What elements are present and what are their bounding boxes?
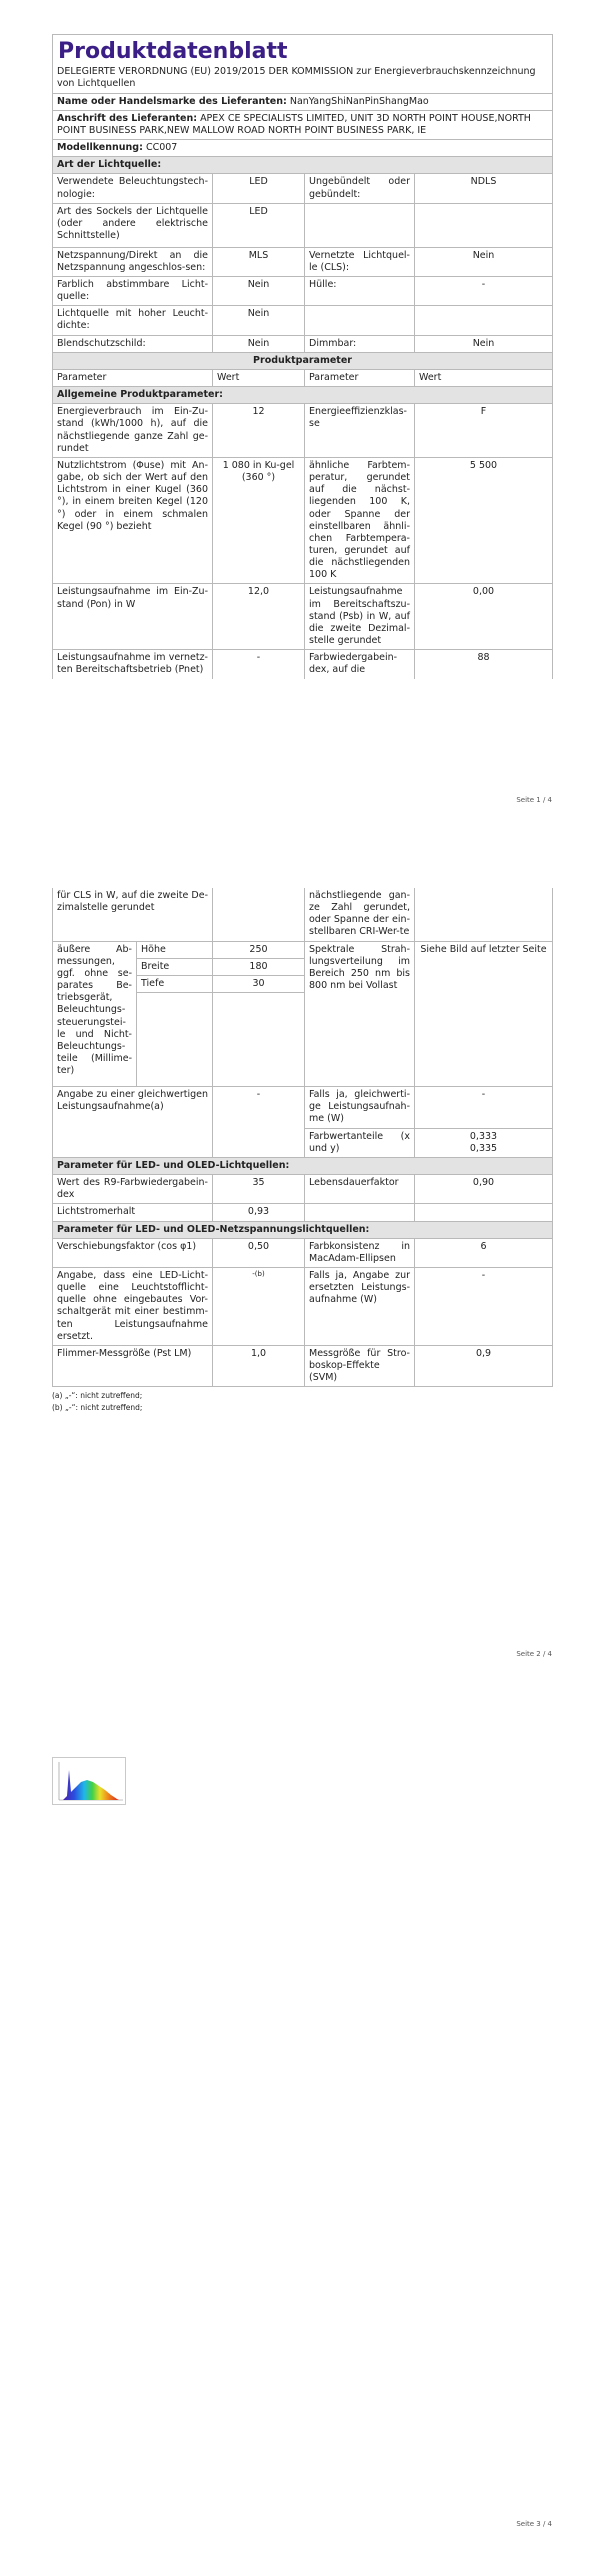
empty-cell (213, 993, 305, 1087)
standby-power-value: 0,00 (415, 584, 553, 650)
empty-cell (305, 1204, 415, 1221)
page-number: Seite 3 / 4 (516, 2520, 552, 2528)
spectrum-image (52, 1757, 126, 1805)
colour-consistency-value: 6 (415, 1238, 553, 1267)
energy-consumption-value: 12 (213, 404, 305, 458)
empty-cell (305, 306, 415, 335)
standby-power-label: Leistungsaufnahme im Bereitschaftszu-stand (Psb) in W, auf die zweite Dezimal-stelle gerundet (305, 584, 415, 650)
r9-value: 35 (213, 1175, 305, 1204)
datasheet-page-2 (52, 888, 552, 1413)
datasheet-page-1 (52, 34, 552, 679)
supplier-address-label: Anschrift des Lieferanten: (57, 112, 198, 124)
model-label: Modellkennung: (57, 142, 143, 154)
tunable-label: Farblich abstimmbare Licht-quelle: (53, 277, 213, 306)
colour-consistency-label: Farbkonsistenz in MacAdam-Ellipsen (305, 1238, 415, 1267)
envelope-value: - (415, 277, 553, 306)
general-params-heading: Allgemeine Produktparameter: (53, 387, 553, 404)
height-label: Höhe (137, 941, 213, 958)
network-standby-label: Leistungsaufnahme im vernetz-ten Bereitschaftsbetrieb (Pnet) (53, 650, 213, 679)
empty-cell (415, 203, 553, 247)
technology-label: Verwendete Beleuchtungstech-nologie: (53, 174, 213, 203)
col-header-parameter: Parameter (53, 369, 213, 386)
cct-value: 5 500 (415, 457, 553, 584)
chromaticity-y: 0,335 (469, 1142, 498, 1154)
equivalent-power-if-yes-value: - (415, 1087, 553, 1128)
footnote-a: (a) „-“: nicht zutreffend; (52, 1391, 143, 1401)
energy-consumption-label: Energieverbrauch im Ein-Zu-stand (kWh/1000 h), auf die nächstliegende ganze Zahl ge-rundet (53, 404, 213, 458)
equivalent-power-label: Angabe zu einer gleichwertigen Leistungsaufnahme(a) (53, 1087, 213, 1158)
cct-label: ähnliche Farbtem-peratur, gerundet auf die nächst-liegenden 100 K, oder Spanne der einstellbaren ähnli-chen Farbtempera-turen, gerundet auf die nächstliegenden 100 K (305, 457, 415, 584)
led-replacement-label: Angabe, dass eine LED-Licht-quelle eine Leuchtstofflicht-quelle ohne eingebautes Vor-schaltgerät mit einer bestimm-ten Leistungsaufnahme ersetzt. (53, 1267, 213, 1345)
stroboscopic-value: 0,9 (415, 1345, 553, 1386)
replaced-power-label: Falls ja, Angabe zur ersetzten Leistungs-aufnahme (W) (305, 1267, 415, 1345)
flicker-value: 1,0 (213, 1345, 305, 1386)
empty-cell (305, 203, 415, 247)
high-luminance-label: Lichtquelle mit hoher Leucht-dichte: (53, 306, 213, 335)
page-2 (0, 850, 604, 1690)
cri-label: Farbwiedergabein-dex, auf die (305, 650, 415, 679)
datasheet-table-2 (52, 888, 553, 1387)
lumen-maintenance-label: Lichtstromerhalt (53, 1204, 213, 1221)
width-label: Breite (137, 958, 213, 975)
led-params-heading: Parameter für LED- und OLED-Lichtquellen: (53, 1157, 553, 1174)
envelope-label: Hülle: (305, 277, 415, 306)
directional-label: Ungebündelt oder gebündelt: (305, 174, 415, 203)
depth-value: 30 (213, 975, 305, 992)
tunable-value: Nein (213, 277, 305, 306)
dimensions-label: äußere Ab-messungen, ggf. ohne se-parates Be-triebsgerät, Beleuchtungs-steuerungstei-le und Nicht-Beleuchtungs-teile (Millime-ter) (53, 941, 137, 1086)
survival-factor-value: 0,90 (415, 1175, 553, 1204)
spectral-value: Siehe Bild auf letzter Seite (415, 941, 553, 1086)
model-value: CC007 (145, 142, 178, 154)
height-value: 250 (213, 941, 305, 958)
mains-value: MLS (213, 247, 305, 276)
on-power-label: Leistungsaufnahme im Ein-Zu-stand (Pon) in W (53, 584, 213, 650)
flicker-label: Flimmer-Messgröße (Pst LM) (53, 1345, 213, 1386)
page-title: Produktdatenblatt (53, 35, 553, 67)
anti-glare-value: Nein (213, 335, 305, 352)
energy-class-value: F (415, 404, 553, 458)
mains-params-heading: Parameter für LED- und OLED-Netzspannungslichtquellen: (53, 1221, 553, 1238)
page-3 (0, 1700, 604, 2560)
directional-value: NDLS (415, 174, 553, 203)
product-params-heading: Produktparameter (53, 352, 553, 369)
model-row (53, 140, 553, 157)
empty-cell (137, 993, 213, 1087)
led-replacement-value: -(b) (213, 1267, 305, 1345)
survival-factor-label: Lebensdauerfaktor (305, 1175, 415, 1204)
cri-value: 88 (415, 650, 553, 679)
page-number: Seite 2 / 4 (516, 1650, 552, 1658)
empty-cell (415, 306, 553, 335)
spectral-distribution-graphic (53, 1758, 127, 1806)
displacement-factor-label: Verschiebungsfaktor (cos φ1) (53, 1238, 213, 1267)
stroboscopic-label: Messgröße für Stro-boskop-Effekte (SVM) (305, 1345, 415, 1386)
empty-cell (415, 1204, 553, 1221)
useful-flux-label: Nutzlichtstrom (Φuse) mit An-gabe, ob sich der Wert auf den Lichtstrom in einer Kugel (360 °), in einem breiten Kegel (120 °) oder in einem schmalen Kegel (90 °) bezieht (53, 457, 213, 584)
high-luminance-value: Nein (213, 306, 305, 335)
equivalent-power-value: - (213, 1087, 305, 1158)
col-header-value: Wert (415, 369, 553, 386)
page-1 (0, 0, 604, 840)
chromaticity-x: 0,333 (469, 1130, 498, 1142)
footnote-b: (b) „-“: nicht zutreffend; (52, 1402, 143, 1412)
col-header-parameter: Parameter (305, 369, 415, 386)
footnotes (52, 1390, 552, 1413)
cls-label: Vernetzte Lichtquel-le (CLS): (305, 247, 415, 276)
width-value: 180 (213, 958, 305, 975)
dimmable-value: Nein (415, 335, 553, 352)
chromaticity-value (415, 1128, 553, 1157)
r9-label: Wert des R9-Farbwiedergabein-dex (53, 1175, 213, 1204)
supplier-name-row (53, 93, 553, 110)
network-standby-value: - (213, 650, 305, 679)
chromaticity-label: Farbwertanteile (x und y) (305, 1128, 415, 1157)
cap-type-label: Art des Sockels der Lichtquelle (oder andere elektrische Schnittstelle) (53, 203, 213, 247)
cri-label-cont: nächstliegende gan-ze Zahl gerundet, oder Spanne der ein-stellbaren CRI-Wer-te (305, 888, 415, 941)
supplier-address-row (53, 110, 553, 139)
mains-label: Netzspannung/Direkt an die Netzspannung angeschlos-sen: (53, 247, 213, 276)
equivalent-power-if-yes-label: Falls ja, gleichwerti-ge Leistungsaufnah-me (W) (305, 1087, 415, 1128)
useful-flux-value: 1 080 in Ku-gel (360 °) (213, 457, 305, 584)
light-type-heading: Art der Lichtquelle: (53, 157, 553, 174)
datasheet-table-1 (52, 34, 553, 679)
cls-value: Nein (415, 247, 553, 276)
network-standby-label-cont: für CLS in W, auf die zweite De-zimalstelle gerundet (53, 888, 213, 941)
regulation-text: DELEGIERTE VERORDNUNG (EU) 2019/2015 DER KOMMISSION zur Energieverbrauchskennzeichnung von Lichtquellen (53, 66, 553, 93)
spectral-label: Spektrale Strah-lungsverteilung im Bereich 250 nm bis 800 nm bei Vollast (305, 941, 415, 1086)
page-number: Seite 1 / 4 (516, 796, 552, 804)
lumen-maintenance-value: 0,93 (213, 1204, 305, 1221)
supplier-name-label: Name oder Handelsmarke des Lieferanten: (57, 95, 287, 107)
empty-cell (213, 888, 305, 941)
supplier-name-value: NanYangShiNanPinShangMao (289, 95, 429, 107)
energy-class-label: Energieeffizienzklas-se (305, 404, 415, 458)
depth-label: Tiefe (137, 975, 213, 992)
replaced-power-value: - (415, 1267, 553, 1345)
cap-type-value: LED (213, 203, 305, 247)
empty-cell (415, 888, 553, 941)
dimmable-label: Dimmbar: (305, 335, 415, 352)
anti-glare-label: Blendschutzschild: (53, 335, 213, 352)
displacement-factor-value: 0,50 (213, 1238, 305, 1267)
on-power-value: 12,0 (213, 584, 305, 650)
col-header-value: Wert (213, 369, 305, 386)
supplier-address-value: APEX CE SPECIALISTS LIMITED, UNIT 3D NORTH POINT HOUSE,NORTH POINT BUSINESS PARK,NEW MALLOW ROAD NORTH POINT BUSINESS PARK, IE (57, 112, 531, 136)
technology-value: LED (213, 174, 305, 203)
